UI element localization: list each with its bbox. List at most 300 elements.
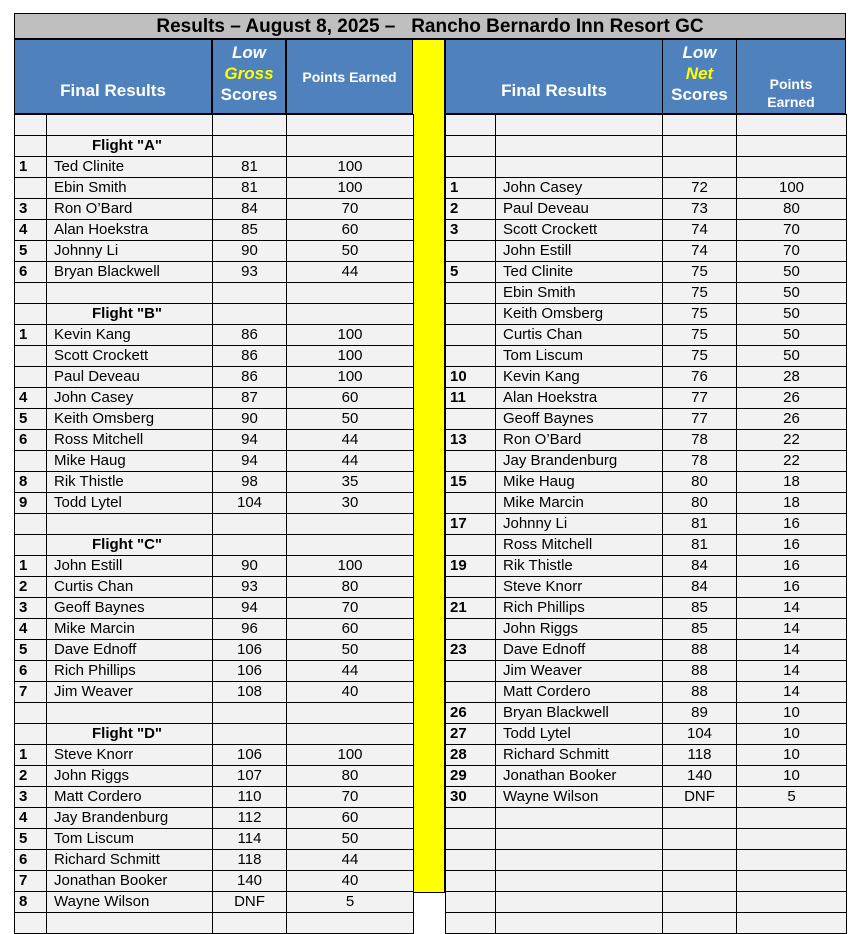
points-cell: 50 [737, 325, 847, 346]
score-cell: 98 [213, 472, 287, 493]
player-name-cell: Alan Hoekstra [496, 388, 663, 409]
player-name-cell [47, 514, 213, 535]
score-cell: 84 [213, 199, 287, 220]
points-cell: 60 [287, 220, 414, 241]
score-cell: DNF [663, 787, 737, 808]
score-cell: 85 [213, 220, 287, 241]
rank-cell: 6 [15, 661, 47, 682]
player-name-cell: Richard Schmitt [47, 850, 213, 871]
score-cell: 81 [663, 535, 737, 556]
score-cell: 93 [213, 262, 287, 283]
points-cell: 50 [287, 829, 414, 850]
gross-table-row [15, 241, 414, 262]
points-cell: 14 [737, 598, 847, 619]
net-table-row [446, 241, 847, 262]
gross-table-row [15, 262, 414, 283]
rank-cell: 6 [15, 262, 47, 283]
net-table-row [446, 472, 847, 493]
player-name-cell: Steve Knorr [47, 745, 213, 766]
net-table-row [446, 304, 847, 325]
rank-cell: 15 [446, 472, 496, 493]
player-name-cell: John Riggs [47, 766, 213, 787]
points-cell [737, 913, 847, 934]
score-cell: 81 [213, 178, 287, 199]
score-cell: 104 [213, 493, 287, 514]
player-name-cell: Rik Thistle [47, 472, 213, 493]
player-name-cell [496, 115, 663, 136]
rank-cell [15, 367, 47, 388]
gross-table-row [15, 808, 414, 829]
points-cell [737, 136, 847, 157]
score-cell: 88 [663, 640, 737, 661]
points-cell: 44 [287, 850, 414, 871]
player-name-cell: Bryan Blackwell [47, 262, 213, 283]
player-name-cell: Geoff Baynes [47, 598, 213, 619]
net-table-row [446, 367, 847, 388]
player-name-cell: Todd Lytel [496, 724, 663, 745]
player-name-cell: Mike Haug [496, 472, 663, 493]
player-name-cell: Mike Marcin [496, 493, 663, 514]
rank-cell: 1 [15, 745, 47, 766]
points-cell: 80 [287, 577, 414, 598]
gross-table-row [15, 157, 414, 178]
rank-cell [446, 493, 496, 514]
net-table-row [446, 703, 847, 724]
net-table-row [446, 850, 847, 871]
points-cell: 70 [287, 598, 414, 619]
net-table-row [446, 871, 847, 892]
points-cell: 100 [287, 178, 414, 199]
player-name-cell [496, 136, 663, 157]
score-cell: 106 [213, 640, 287, 661]
player-name-cell: Ebin Smith [47, 178, 213, 199]
rank-cell: 7 [15, 871, 47, 892]
points-cell: 35 [287, 472, 414, 493]
gross-table-row [15, 724, 414, 745]
player-name-cell [47, 703, 213, 724]
player-name-cell: Jay Brandenburg [47, 808, 213, 829]
score-cell: 108 [213, 682, 287, 703]
points-cell: 50 [737, 304, 847, 325]
gross-table-row [15, 703, 414, 724]
net-table-row [446, 808, 847, 829]
score-cell: 74 [663, 241, 737, 262]
player-name-cell: Scott Crockett [47, 346, 213, 367]
player-name-cell: Mike Marcin [47, 619, 213, 640]
gross-table-row [15, 283, 414, 304]
net-table-row [446, 115, 847, 136]
rank-cell: 19 [446, 556, 496, 577]
points-cell: 70 [737, 241, 847, 262]
net-table-row [446, 829, 847, 850]
net-table-row [446, 913, 847, 934]
player-name-cell: Johnny Li [47, 241, 213, 262]
rank-cell: 2 [446, 199, 496, 220]
player-name-cell: John Riggs [496, 619, 663, 640]
points-cell: 5 [737, 787, 847, 808]
gross-score-line3: Scores [220, 85, 278, 104]
net-points-header [736, 39, 846, 114]
score-cell: 75 [663, 346, 737, 367]
gross-table-row [15, 556, 414, 577]
score-cell: 107 [213, 766, 287, 787]
player-name-cell: Jay Brandenburg [496, 451, 663, 472]
score-cell [213, 136, 287, 157]
points-cell: 10 [737, 745, 847, 766]
points-cell [287, 724, 414, 745]
rank-cell: 21 [446, 598, 496, 619]
points-cell: 40 [287, 682, 414, 703]
player-name-cell: Rich Phillips [496, 598, 663, 619]
score-cell [663, 892, 737, 913]
points-cell: 50 [737, 283, 847, 304]
rank-cell [446, 409, 496, 430]
net-results-table [445, 114, 847, 934]
rank-cell [15, 136, 47, 157]
rank-cell: 3 [15, 199, 47, 220]
points-cell: 44 [287, 430, 414, 451]
player-name-cell: Johnny Li [496, 514, 663, 535]
player-name-cell: Ted Clinite [47, 157, 213, 178]
net-table-row [446, 325, 847, 346]
player-name-cell: Paul Deveau [496, 199, 663, 220]
gross-table-row [15, 850, 414, 871]
score-cell: 86 [213, 367, 287, 388]
player-name-cell: John Casey [47, 388, 213, 409]
gross-table-row [15, 409, 414, 430]
points-cell: 16 [737, 535, 847, 556]
score-cell: 84 [663, 577, 737, 598]
flight-label: Flight "B" [47, 304, 213, 325]
gross-table-row [15, 829, 414, 850]
points-cell [737, 892, 847, 913]
points-cell [737, 808, 847, 829]
player-name-cell [496, 850, 663, 871]
score-cell: 73 [663, 199, 737, 220]
score-cell: DNF [213, 892, 287, 913]
rank-cell [446, 577, 496, 598]
points-cell: 50 [287, 241, 414, 262]
rank-cell [15, 178, 47, 199]
net-table-row [446, 766, 847, 787]
player-name-cell: Wayne Wilson [47, 892, 213, 913]
player-name-cell: Paul Deveau [47, 367, 213, 388]
points-cell [287, 703, 414, 724]
points-cell: 14 [737, 661, 847, 682]
net-table-row [446, 220, 847, 241]
rank-cell: 4 [15, 619, 47, 640]
gross-score-line2: Gross [224, 64, 274, 83]
score-cell [663, 850, 737, 871]
score-cell: 110 [213, 787, 287, 808]
rank-cell [446, 892, 496, 913]
points-cell: 16 [737, 577, 847, 598]
score-cell: 75 [663, 283, 737, 304]
score-cell [213, 703, 287, 724]
rank-cell: 5 [15, 640, 47, 661]
score-cell: 89 [663, 703, 737, 724]
player-name-cell [496, 808, 663, 829]
yellow-separator-column [412, 39, 445, 893]
score-cell: 85 [663, 598, 737, 619]
rank-cell: 8 [15, 892, 47, 913]
gross-table-row [15, 577, 414, 598]
rank-cell: 11 [446, 388, 496, 409]
score-cell [213, 913, 287, 934]
rank-cell: 1 [15, 157, 47, 178]
player-name-cell: Ebin Smith [496, 283, 663, 304]
rank-cell [15, 451, 47, 472]
net-table-row [446, 178, 847, 199]
points-cell: 30 [287, 493, 414, 514]
score-cell [663, 157, 737, 178]
score-cell: 90 [213, 241, 287, 262]
gross-table-row [15, 115, 414, 136]
rank-cell: 3 [15, 787, 47, 808]
rank-cell: 5 [15, 829, 47, 850]
rank-cell [446, 136, 496, 157]
points-cell: 44 [287, 262, 414, 283]
net-final-results-header [445, 39, 663, 114]
rank-cell [15, 304, 47, 325]
net-score-line3: Scores [671, 85, 728, 104]
points-cell: 50 [287, 409, 414, 430]
points-cell: 50 [287, 640, 414, 661]
rank-cell: 4 [15, 388, 47, 409]
rank-cell: 4 [15, 808, 47, 829]
gross-table-row [15, 430, 414, 451]
score-cell: 88 [663, 661, 737, 682]
score-cell: 74 [663, 220, 737, 241]
points-cell: 60 [287, 619, 414, 640]
rank-cell: 6 [15, 430, 47, 451]
points-cell: 22 [737, 430, 847, 451]
points-cell [737, 157, 847, 178]
gross-table-row [15, 598, 414, 619]
player-name-cell: Matt Cordero [47, 787, 213, 808]
player-name-cell: Richard Schmitt [496, 745, 663, 766]
rank-cell [15, 346, 47, 367]
score-cell: 80 [663, 472, 737, 493]
gross-table-row [15, 745, 414, 766]
points-cell [737, 829, 847, 850]
points-cell: 26 [737, 409, 847, 430]
points-cell [287, 304, 414, 325]
net-table-row [446, 388, 847, 409]
rank-cell [446, 346, 496, 367]
player-name-cell: John Estill [496, 241, 663, 262]
gross-final-results-header [14, 39, 212, 114]
player-name-cell: Jonathan Booker [47, 871, 213, 892]
points-cell: 16 [737, 514, 847, 535]
rank-cell: 27 [446, 724, 496, 745]
gross-table-row [15, 388, 414, 409]
rank-cell [15, 703, 47, 724]
player-name-cell: Curtis Chan [496, 325, 663, 346]
rank-cell [446, 808, 496, 829]
points-cell [287, 136, 414, 157]
gross-table-row [15, 367, 414, 388]
points-cell [287, 115, 414, 136]
rank-cell: 28 [446, 745, 496, 766]
player-name-cell: Dave Ednoff [496, 640, 663, 661]
points-cell: 10 [737, 724, 847, 745]
net-table-row [446, 598, 847, 619]
net-score-line1: Low [682, 43, 717, 62]
score-cell: 80 [663, 493, 737, 514]
points-cell: 28 [737, 367, 847, 388]
player-name-cell: Scott Crockett [496, 220, 663, 241]
net-table-row [446, 892, 847, 913]
score-cell [213, 304, 287, 325]
net-table-row [446, 619, 847, 640]
player-name-cell: Matt Cordero [496, 682, 663, 703]
flight-label: Flight "D" [47, 724, 213, 745]
points-cell [737, 850, 847, 871]
net-table-row [446, 451, 847, 472]
points-cell: 70 [287, 787, 414, 808]
net-final-results-label: Final Results [501, 81, 607, 100]
rank-cell: 5 [446, 262, 496, 283]
player-name-cell: Rik Thistle [496, 556, 663, 577]
net-points-line2: Earned [767, 94, 815, 110]
gross-table-row [15, 619, 414, 640]
rank-cell [446, 913, 496, 934]
rank-cell [15, 913, 47, 934]
player-name-cell: Wayne Wilson [496, 787, 663, 808]
rank-cell [446, 850, 496, 871]
points-cell [737, 115, 847, 136]
gross-table-row [15, 304, 414, 325]
rank-cell [446, 241, 496, 262]
rank-cell [446, 157, 496, 178]
score-cell [213, 514, 287, 535]
points-cell: 50 [737, 262, 847, 283]
gross-table-row [15, 682, 414, 703]
rank-cell: 6 [15, 850, 47, 871]
gross-table-row [15, 451, 414, 472]
points-cell: 100 [287, 556, 414, 577]
net-table-row [446, 262, 847, 283]
score-cell: 88 [663, 682, 737, 703]
rank-cell: 8 [15, 472, 47, 493]
rank-cell: 2 [15, 766, 47, 787]
points-cell: 44 [287, 661, 414, 682]
player-name-cell: Bryan Blackwell [496, 703, 663, 724]
rank-cell: 30 [446, 787, 496, 808]
points-cell: 10 [737, 703, 847, 724]
gross-table-row [15, 472, 414, 493]
score-cell: 86 [213, 325, 287, 346]
score-cell: 78 [663, 430, 737, 451]
player-name-cell [496, 829, 663, 850]
rank-cell: 10 [446, 367, 496, 388]
low-net-scores-header [662, 39, 737, 114]
player-name-cell: Keith Omsberg [496, 304, 663, 325]
player-name-cell: Alan Hoekstra [47, 220, 213, 241]
player-name-cell: Keith Omsberg [47, 409, 213, 430]
rank-cell [446, 325, 496, 346]
score-cell: 75 [663, 262, 737, 283]
net-table-row [446, 724, 847, 745]
points-cell [287, 535, 414, 556]
player-name-cell [496, 157, 663, 178]
player-name-cell: Tom Liscum [47, 829, 213, 850]
gross-table-row [15, 640, 414, 661]
score-cell: 118 [213, 850, 287, 871]
score-cell: 140 [663, 766, 737, 787]
net-table-row [446, 283, 847, 304]
player-name-cell [496, 871, 663, 892]
net-table-row [446, 577, 847, 598]
score-cell [663, 136, 737, 157]
score-cell: 114 [213, 829, 287, 850]
points-cell: 70 [737, 220, 847, 241]
gross-table-row [15, 766, 414, 787]
player-name-cell: Mike Haug [47, 451, 213, 472]
points-cell: 50 [737, 346, 847, 367]
player-name-cell: Rich Phillips [47, 661, 213, 682]
player-name-cell: Curtis Chan [47, 577, 213, 598]
points-cell: 80 [287, 766, 414, 787]
rank-cell: 2 [15, 577, 47, 598]
net-table-row [446, 409, 847, 430]
rank-cell: 26 [446, 703, 496, 724]
points-cell: 70 [287, 199, 414, 220]
points-cell: 100 [287, 745, 414, 766]
score-cell: 78 [663, 451, 737, 472]
flight-label: Flight "C" [47, 535, 213, 556]
score-cell: 75 [663, 304, 737, 325]
score-cell: 140 [213, 871, 287, 892]
player-name-cell [47, 283, 213, 304]
player-name-cell: John Estill [47, 556, 213, 577]
rank-cell: 5 [15, 409, 47, 430]
net-score-line2: Net [685, 64, 714, 83]
player-name-cell [496, 892, 663, 913]
score-cell: 112 [213, 808, 287, 829]
net-table-row [446, 136, 847, 157]
gross-table-row [15, 871, 414, 892]
player-name-cell: Tom Liscum [496, 346, 663, 367]
rank-cell [15, 724, 47, 745]
score-cell: 90 [213, 409, 287, 430]
rank-cell [15, 115, 47, 136]
rank-cell: 3 [15, 598, 47, 619]
score-cell: 77 [663, 409, 737, 430]
score-cell [213, 283, 287, 304]
rank-cell [15, 535, 47, 556]
gross-table-row [15, 493, 414, 514]
points-cell [737, 871, 847, 892]
rank-cell [15, 283, 47, 304]
score-cell: 76 [663, 367, 737, 388]
gross-points-header [286, 39, 413, 114]
score-cell [213, 115, 287, 136]
points-cell: 40 [287, 871, 414, 892]
points-cell: 10 [737, 766, 847, 787]
net-table-row [446, 157, 847, 178]
rank-cell: 29 [446, 766, 496, 787]
score-cell: 81 [213, 157, 287, 178]
gross-table-row [15, 661, 414, 682]
gross-table-row [15, 787, 414, 808]
player-name-cell: Kevin Kang [496, 367, 663, 388]
points-cell: 60 [287, 808, 414, 829]
score-cell: 72 [663, 178, 737, 199]
player-name-cell: Ross Mitchell [496, 535, 663, 556]
score-cell: 90 [213, 556, 287, 577]
